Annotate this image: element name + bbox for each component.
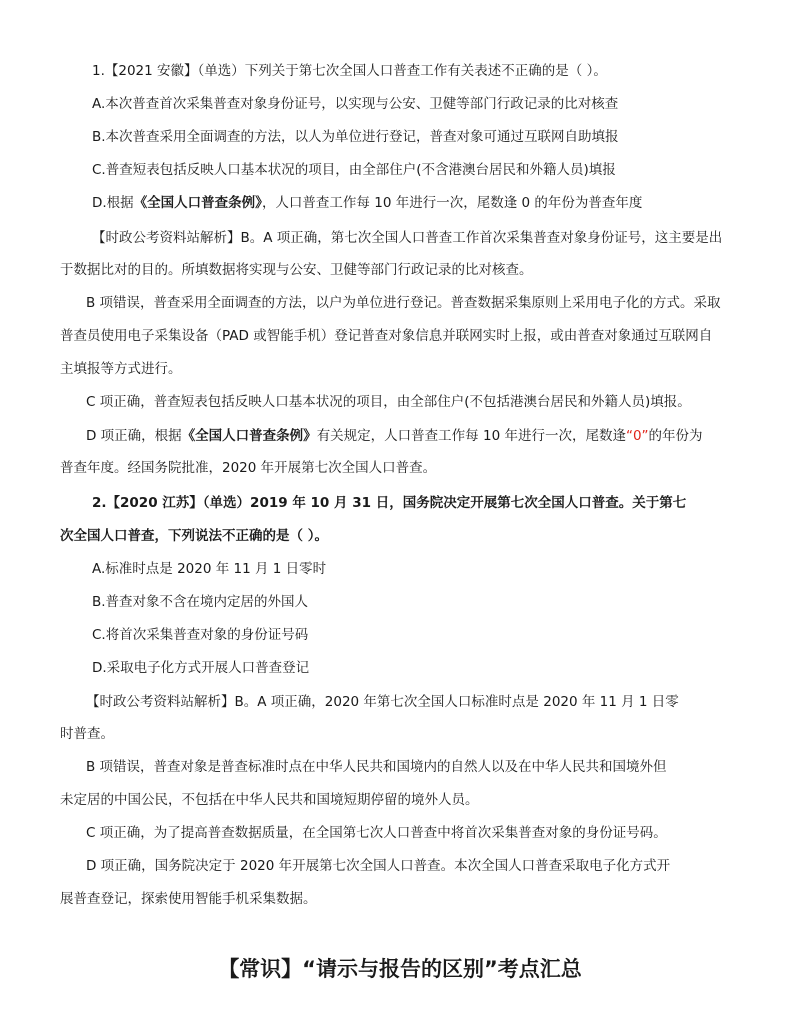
q1-para-d-line-1 xyxy=(86,426,703,446)
q1-option-d-bold: 《全国人口普查条例》 xyxy=(133,195,262,211)
q1-option-c: C.普查短表包括反映人口基本状况的项目，由全部住户(不含港澳台居民和外籍人员)填报 xyxy=(92,162,616,178)
q1-stem: 1.【2021 安徽】（单选）下列关于第七次全国人口普查工作有关表述不正确的是（ ）。 xyxy=(92,63,607,79)
q1-para-b-line-1: B 项错误，普查采用全面调查的方法，以户为单位进行登记。普查数据采集原则上采用电子化的方式。采取 xyxy=(86,295,721,311)
q2-analysis-line-2: 时普查。 xyxy=(60,726,114,742)
q2-analysis-line-1: 【时政公考资料站解析】B。A 项正确，2020 年第七次全国人口标准时点是 2020 年 11 月 1 日零 xyxy=(86,694,679,710)
q1-para-d-bold: 《全国人口普查条例》 xyxy=(181,428,317,444)
q1-analysis-line-1: 【时政公考资料站解析】B。A 项正确，第七次全国人口普查工作首次采集普查对象身份证号，这主要是出 xyxy=(92,230,723,246)
q2-para-c: C 项正确，为了提高普查数据质量，在全国第七次人口普查中将首次采集普查对象的身份证号码。 xyxy=(86,825,667,841)
q1-option-d-suffix: ，人口普查工作每 10 年进行一次，尾数逢 0 的年份为普查年度 xyxy=(261,195,643,211)
q1-para-b-line-2: 普查员使用电子采集设备（PAD 或智能手机）登记普查对象信息并联网实时上报，或由普查对象通过互联网自 xyxy=(60,328,713,344)
q2-para-d-line-1: D 项正确，国务院决定于 2020 年开展第七次全国人口普查。本次全国人口普查采取电子化方式开 xyxy=(86,858,671,874)
q2-option-c: C.将首次采集普查对象的身份证号码 xyxy=(92,627,309,643)
q1-option-d-prefix: D.根据 xyxy=(92,195,134,211)
q2-para-b-line-1: B 项错误，普查对象是普查标准时点在中华人民共和国境内的自然人以及在中华人民共和国境外但 xyxy=(86,759,667,775)
q1-para-d-prefix: D 项正确，根据 xyxy=(86,428,182,444)
q2-stem-line-1: 2.【2020 江苏】（单选）2019 年 10 月 31 日，国务院决定开展第七次全国人口普查。关于第七 xyxy=(92,495,687,511)
q2-option-b: B.普查对象不含在境内定居的外国人 xyxy=(92,594,309,610)
q1-analysis-line-2: 于数据比对的目的。所填数据将实现与公安、卫健等部门行政记录的比对核查。 xyxy=(60,262,533,278)
q1-option-d xyxy=(92,193,642,213)
q2-para-b-line-2: 未定居的中国公民，不包括在中华人民共和国境短期停留的境外人员。 xyxy=(60,792,479,808)
q1-para-c: C 项正确，普查短表包括反映人口基本状况的项目，由全部住户(不包括港澳台居民和外籍人员)填报。 xyxy=(86,394,691,410)
q2-stem-line-2: 次全国人口普查，下列说法不正确的是（ ）。 xyxy=(60,528,328,544)
q2-option-d: D.采取电子化方式开展人口普查登记 xyxy=(92,660,310,676)
q2-para-d-line-2: 展普查登记，探索使用智能手机采集数据。 xyxy=(60,891,317,907)
section-title: 【常识】“请示与报告的区别”考点汇总 xyxy=(218,957,582,981)
q1-para-d-red: “0” xyxy=(625,428,649,444)
q1-para-d-line-2: 普查年度。经国务院批准，2020 年开展第七次全国人口普查。 xyxy=(60,460,437,476)
q1-para-d-suffix: 的年份为 xyxy=(648,428,703,444)
q1-option-a: A.本次普查首次采集普查对象身份证号，以实现与公安、卫健等部门行政记录的比对核查 xyxy=(92,96,619,112)
q2-option-a: A.标准时点是 2020 年 11 月 1 日零时 xyxy=(92,561,327,577)
q1-option-b: B.本次普查采用全面调查的方法，以人为单位进行登记，普查对象可通过互联网自助填报 xyxy=(92,129,619,145)
q1-para-d-mid: 有关规定，人口普查工作每 10 年进行一次，尾数逢 xyxy=(316,428,626,444)
q1-para-b-line-3: 主填报等方式进行。 xyxy=(60,361,182,377)
